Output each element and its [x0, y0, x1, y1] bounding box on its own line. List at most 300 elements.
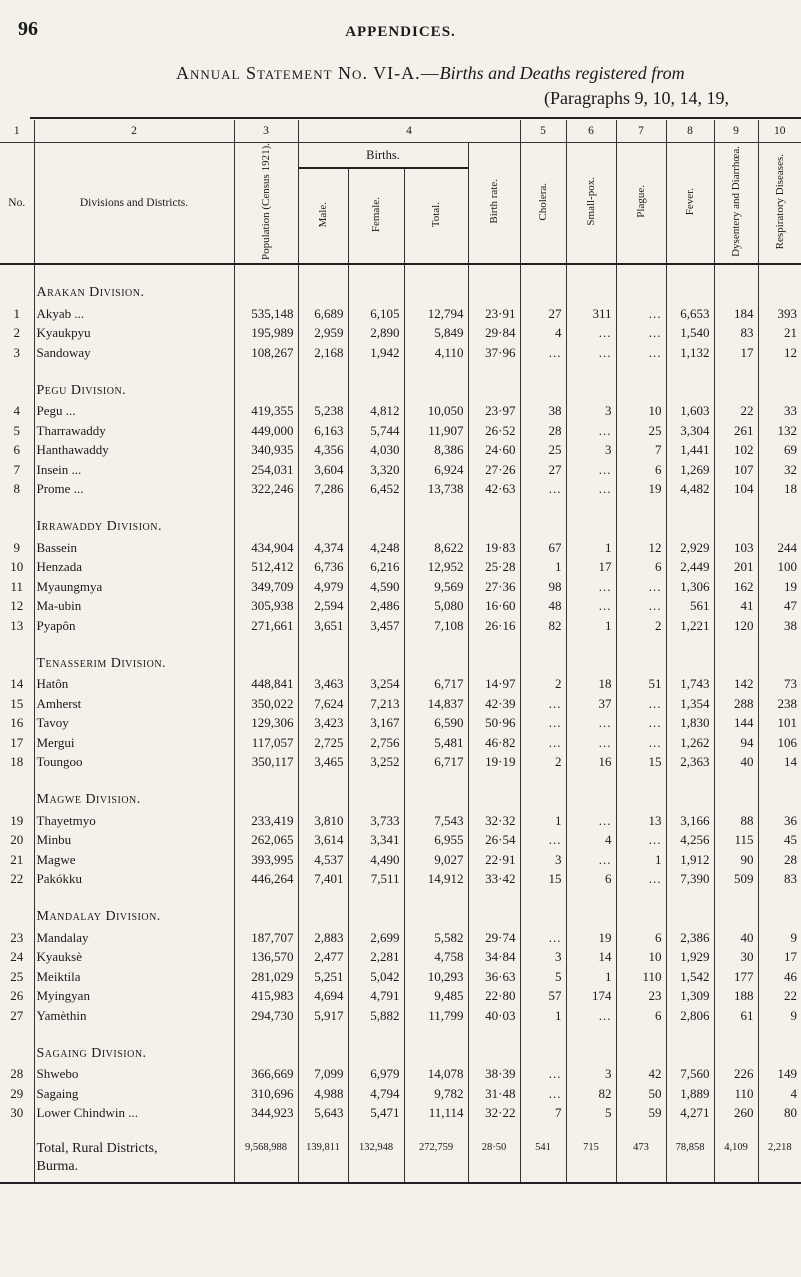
population: 187,707 — [234, 928, 298, 948]
spacer-cell — [234, 889, 298, 906]
spacer-cell — [520, 363, 566, 380]
fever: 1,221 — [666, 616, 714, 636]
division-empty-cell — [468, 516, 520, 538]
cholera: 27 — [520, 304, 566, 324]
respiratory: 36 — [758, 811, 801, 831]
smallpox: 5 — [566, 1104, 616, 1124]
spacer-cell — [714, 499, 758, 516]
division-empty-cell — [566, 1043, 616, 1065]
female-births: 5,744 — [348, 421, 404, 441]
column-number: 5 — [520, 120, 566, 143]
female-births: 3,320 — [348, 460, 404, 480]
header-smallpox — [566, 143, 616, 265]
spacer-cell — [298, 1123, 348, 1140]
birth-rate: 16·60 — [468, 597, 520, 617]
female-births: 5,882 — [348, 1006, 404, 1026]
division-empty-cell — [348, 380, 404, 402]
spacer-cell — [298, 772, 348, 789]
spacer-cell — [234, 264, 298, 282]
total-births: 14,078 — [404, 1065, 468, 1085]
birth-rate: 40·03 — [468, 1006, 520, 1026]
table-row — [0, 1065, 801, 1085]
plague: 59 — [616, 1104, 666, 1124]
population: 310,696 — [234, 1084, 298, 1104]
table-row — [0, 811, 801, 831]
male-births: 3,463 — [298, 675, 348, 695]
district-name: Insein ... — [34, 460, 234, 480]
female-births: 4,030 — [348, 441, 404, 461]
female-births: 4,490 — [348, 850, 404, 870]
dysentery: 41 — [714, 597, 758, 617]
respiratory: 9 — [758, 1006, 801, 1026]
spacer-cell — [234, 499, 298, 516]
spacer-cell — [714, 1026, 758, 1043]
smallpox: 3 — [566, 441, 616, 461]
row-no: 18 — [10, 754, 24, 770]
female-births: 3,167 — [348, 714, 404, 734]
district-name: Sandoway — [34, 343, 234, 363]
header-no: No. — [0, 143, 34, 265]
cholera: 3 — [520, 850, 566, 870]
cholera: ... — [520, 733, 566, 753]
male-births: 6,689 — [298, 304, 348, 324]
spacer-cell — [0, 264, 34, 282]
spacer-cell — [298, 636, 348, 653]
division-empty-cell — [616, 1043, 666, 1065]
respiratory: 18 — [758, 480, 801, 500]
row-no: 17 — [10, 734, 24, 750]
total-births: 5,582 — [404, 928, 468, 948]
fever: 2,806 — [666, 1006, 714, 1026]
spacer-cell — [404, 636, 468, 653]
total-births: 9,485 — [404, 987, 468, 1007]
male-births: 3,604 — [298, 460, 348, 480]
division-no-cell — [0, 282, 34, 304]
population: 366,669 — [234, 1065, 298, 1085]
district-name: Myingyan — [34, 987, 234, 1007]
spacer-cell — [714, 772, 758, 789]
spacer-cell — [404, 772, 468, 789]
table-row — [0, 850, 801, 870]
male-births: 5,917 — [298, 1006, 348, 1026]
total-male: 139,811 — [298, 1140, 348, 1183]
row-no: 13 — [10, 617, 24, 633]
table-row — [0, 714, 801, 734]
total-births: 6,590 — [404, 714, 468, 734]
division-empty-cell — [348, 516, 404, 538]
table-row — [0, 967, 801, 987]
division-no-cell — [0, 1043, 34, 1065]
total-births: 4,110 — [404, 343, 468, 363]
fever: 1,912 — [666, 850, 714, 870]
smallpox: 16 — [566, 753, 616, 773]
female-births: 5,471 — [348, 1104, 404, 1124]
spacer-cell — [520, 499, 566, 516]
spacer-cell — [404, 889, 468, 906]
total-births: 8,622 — [404, 538, 468, 558]
division-empty-cell — [468, 282, 520, 304]
spacer-cell — [566, 772, 616, 789]
division-empty-cell — [298, 789, 348, 811]
respiratory: 22 — [758, 987, 801, 1007]
population: 349,709 — [234, 577, 298, 597]
population: 419,355 — [234, 402, 298, 422]
female-births: 7,213 — [348, 694, 404, 714]
division-empty-cell — [298, 380, 348, 402]
header-total — [404, 168, 468, 264]
fever: 7,390 — [666, 870, 714, 890]
column-number: 10 — [758, 120, 801, 143]
respiratory: 106 — [758, 733, 801, 753]
division-name: Arakan Division. — [34, 282, 234, 304]
spacer-cell — [34, 363, 234, 380]
birth-rate: 27·26 — [468, 460, 520, 480]
division-empty-cell — [404, 282, 468, 304]
smallpox: ... — [566, 421, 616, 441]
male-births: 4,356 — [298, 441, 348, 461]
spacer-cell — [758, 772, 801, 789]
spacer-cell — [566, 636, 616, 653]
division-empty-cell — [714, 906, 758, 928]
table-title-line2: (Paragraphs 9, 10, 14, 19, — [544, 88, 729, 108]
dysentery: 107 — [714, 460, 758, 480]
population: 449,000 — [234, 421, 298, 441]
division-empty-cell — [666, 789, 714, 811]
dysentery: 40 — [714, 753, 758, 773]
birth-rate: 23·91 — [468, 304, 520, 324]
population: 393,995 — [234, 850, 298, 870]
male-births: 6,736 — [298, 558, 348, 578]
population: 233,419 — [234, 811, 298, 831]
division-row — [0, 906, 801, 928]
population: 344,923 — [234, 1104, 298, 1124]
district-name: Pegu ... — [34, 402, 234, 422]
respiratory: 14 — [758, 753, 801, 773]
female-births: 2,699 — [348, 928, 404, 948]
district-name: Tavoy — [34, 714, 234, 734]
total-births: 6,717 — [404, 675, 468, 695]
district-name: Bassein — [34, 538, 234, 558]
row-no: 8 — [13, 481, 20, 497]
total-births: 6,924 — [404, 460, 468, 480]
dysentery: 144 — [714, 714, 758, 734]
smallpox: ... — [566, 811, 616, 831]
birth-rate: 32·22 — [468, 1104, 520, 1124]
division-no-cell — [0, 906, 34, 928]
division-empty-cell — [468, 380, 520, 402]
table-title-prefix: Annual Statement No. VI-A.— — [176, 63, 440, 83]
male-births: 3,423 — [298, 714, 348, 734]
division-empty-cell — [566, 516, 616, 538]
male-births: 4,374 — [298, 538, 348, 558]
table-row — [0, 343, 801, 363]
plague: 23 — [616, 987, 666, 1007]
row-no: 24 — [10, 949, 24, 965]
district-name: Mandalay — [34, 928, 234, 948]
division-no-cell — [0, 380, 34, 402]
spacer-cell — [0, 636, 34, 653]
district-name: Hanthawaddy — [34, 441, 234, 461]
fever: 2,449 — [666, 558, 714, 578]
spacer-cell — [666, 772, 714, 789]
spacer-cell — [714, 1123, 758, 1140]
row-no: 5 — [13, 422, 20, 438]
division-name: Sagaing Division. — [34, 1043, 234, 1065]
cholera: ... — [520, 1065, 566, 1085]
table-row — [0, 538, 801, 558]
table-row — [0, 597, 801, 617]
plague: 6 — [616, 558, 666, 578]
total-births: 7,543 — [404, 811, 468, 831]
smallpox: ... — [566, 343, 616, 363]
fever: 1,542 — [666, 967, 714, 987]
spacer-cell — [520, 1123, 566, 1140]
row-no: 7 — [13, 461, 20, 477]
total-no-cell — [0, 1140, 34, 1183]
division-empty-cell — [468, 653, 520, 675]
plague: ... — [616, 694, 666, 714]
population: 535,148 — [234, 304, 298, 324]
total-label-line1: Total, Rural Districts, — [36, 1141, 158, 1157]
division-empty-cell — [404, 1043, 468, 1065]
birth-rate: 37·96 — [468, 343, 520, 363]
table-row — [0, 753, 801, 773]
district-name: Henzada — [34, 558, 234, 578]
fever: 1,306 — [666, 577, 714, 597]
header-respiratory-label: Respiratory Diseases. — [773, 153, 786, 250]
division-empty-cell — [666, 282, 714, 304]
population: 446,264 — [234, 870, 298, 890]
cholera: 38 — [520, 402, 566, 422]
table-row — [0, 928, 801, 948]
respiratory: 4 — [758, 1084, 801, 1104]
respiratory: 100 — [758, 558, 801, 578]
spacer-cell — [404, 264, 468, 282]
row-no: 19 — [10, 812, 24, 828]
dysentery: 162 — [714, 577, 758, 597]
division-no-cell — [0, 789, 34, 811]
division-empty-cell — [468, 789, 520, 811]
spacer-cell — [234, 363, 298, 380]
header-dysentery — [714, 143, 758, 265]
spacer-cell — [404, 1123, 468, 1140]
male-births: 5,251 — [298, 967, 348, 987]
division-row — [0, 516, 801, 538]
spacer-row — [0, 363, 801, 380]
dysentery: 110 — [714, 1084, 758, 1104]
row-no: 15 — [10, 695, 24, 711]
dysentery: 90 — [714, 850, 758, 870]
spacer-cell — [566, 363, 616, 380]
header-fever-label: Fever. — [684, 187, 696, 216]
respiratory: 83 — [758, 870, 801, 890]
header-population-label: Population (Census 1921). — [260, 143, 272, 261]
birth-rate: 34·84 — [468, 948, 520, 968]
division-empty-cell — [298, 1043, 348, 1065]
male-births: 7,401 — [298, 870, 348, 890]
fever: 7,560 — [666, 1065, 714, 1085]
dysentery: 30 — [714, 948, 758, 968]
division-empty-cell — [758, 516, 801, 538]
male-births: 3,651 — [298, 616, 348, 636]
spacer-row — [0, 889, 801, 906]
header-cholera — [520, 143, 566, 265]
smallpox: 37 — [566, 694, 616, 714]
table-row — [0, 324, 801, 344]
division-empty-cell — [234, 1043, 298, 1065]
district-name: Magwe — [34, 850, 234, 870]
birth-rate: 32·32 — [468, 811, 520, 831]
spacer-cell — [666, 1123, 714, 1140]
spacer-cell — [0, 772, 34, 789]
birth-rate: 14·97 — [468, 675, 520, 695]
birth-rate: 29·74 — [468, 928, 520, 948]
total-births: 5,849 — [404, 324, 468, 344]
female-births: 5,042 — [348, 967, 404, 987]
division-empty-cell — [348, 282, 404, 304]
plague: 7 — [616, 441, 666, 461]
fever: 1,743 — [666, 675, 714, 695]
division-empty-cell — [404, 906, 468, 928]
male-births: 3,810 — [298, 811, 348, 831]
plague: ... — [616, 733, 666, 753]
male-births: 2,725 — [298, 733, 348, 753]
division-empty-cell — [298, 653, 348, 675]
spacer-row — [0, 1123, 801, 1140]
row-no: 21 — [10, 851, 24, 867]
female-births: 4,812 — [348, 402, 404, 422]
spacer-row — [0, 772, 801, 789]
row-no: 27 — [10, 1007, 24, 1023]
district-name: Toungoo — [34, 753, 234, 773]
division-no-cell — [0, 653, 34, 675]
dysentery: 17 — [714, 343, 758, 363]
male-births: 5,643 — [298, 1104, 348, 1124]
column-number-row — [0, 120, 801, 143]
plague: 51 — [616, 675, 666, 695]
header-dysentery-label: Dysentery and Diarrhœa. — [730, 146, 742, 257]
spacer-cell — [34, 1123, 234, 1140]
male-births: 5,238 — [298, 402, 348, 422]
spacer-cell — [34, 636, 234, 653]
birth-rate: 19·83 — [468, 538, 520, 558]
spacer-cell — [566, 889, 616, 906]
division-empty-cell — [566, 380, 616, 402]
spacer-cell — [616, 772, 666, 789]
spacer-cell — [348, 889, 404, 906]
division-empty-cell — [520, 516, 566, 538]
total-births: 14,912 — [404, 870, 468, 890]
spacer-row — [0, 264, 801, 282]
division-empty-cell — [714, 1043, 758, 1065]
spacer-cell — [666, 264, 714, 282]
top-rule — [30, 117, 801, 119]
spacer-cell — [616, 1123, 666, 1140]
fever: 2,386 — [666, 928, 714, 948]
spacer-cell — [714, 636, 758, 653]
division-empty-cell — [666, 380, 714, 402]
smallpox: ... — [566, 324, 616, 344]
row-no: 9 — [13, 539, 20, 555]
spacer-cell — [616, 264, 666, 282]
spacer-cell — [758, 889, 801, 906]
column-number: 9 — [714, 120, 758, 143]
total-births: 12,952 — [404, 558, 468, 578]
birth-rate: 31·48 — [468, 1084, 520, 1104]
plague: ... — [616, 714, 666, 734]
table-row — [0, 441, 801, 461]
spacer-cell — [468, 499, 520, 516]
division-row — [0, 653, 801, 675]
spacer-cell — [234, 772, 298, 789]
respiratory: 9 — [758, 928, 801, 948]
smallpox: 18 — [566, 675, 616, 695]
birth-rate: 23·97 — [468, 402, 520, 422]
division-empty-cell — [714, 653, 758, 675]
header-smallpox-label: Small-pox. — [585, 177, 597, 226]
total-smallpox: 715 — [566, 1140, 616, 1183]
division-empty-cell — [616, 906, 666, 928]
respiratory: 21 — [758, 324, 801, 344]
cholera: 82 — [520, 616, 566, 636]
smallpox: ... — [566, 1006, 616, 1026]
female-births: 3,457 — [348, 616, 404, 636]
table-row — [0, 987, 801, 1007]
smallpox: 4 — [566, 831, 616, 851]
header-male — [298, 168, 348, 264]
total-births: 12,794 — [404, 304, 468, 324]
division-empty-cell — [348, 906, 404, 928]
smallpox: ... — [566, 733, 616, 753]
cholera: ... — [520, 694, 566, 714]
respiratory: 28 — [758, 850, 801, 870]
population: 448,841 — [234, 675, 298, 695]
division-empty-cell — [714, 380, 758, 402]
table-row — [0, 304, 801, 324]
column-number: 6 — [566, 120, 616, 143]
division-empty-cell — [520, 282, 566, 304]
spacer-cell — [616, 499, 666, 516]
fever: 1,929 — [666, 948, 714, 968]
dysentery: 188 — [714, 987, 758, 1007]
population: 294,730 — [234, 1006, 298, 1026]
division-empty-cell — [348, 1043, 404, 1065]
plague: 19 — [616, 480, 666, 500]
cholera: 67 — [520, 538, 566, 558]
spacer-cell — [758, 1026, 801, 1043]
fever: 1,441 — [666, 441, 714, 461]
cholera: ... — [520, 928, 566, 948]
spacer-cell — [0, 1123, 34, 1140]
plague: 12 — [616, 538, 666, 558]
row-no: 10 — [10, 559, 24, 575]
male-births: 7,099 — [298, 1065, 348, 1085]
fever: 1,889 — [666, 1084, 714, 1104]
division-empty-cell — [566, 653, 616, 675]
total-births: 9,027 — [404, 850, 468, 870]
spacer-cell — [714, 264, 758, 282]
female-births: 3,733 — [348, 811, 404, 831]
dysentery: 142 — [714, 675, 758, 695]
division-empty-cell — [468, 1043, 520, 1065]
male-births: 4,694 — [298, 987, 348, 1007]
female-births: 2,756 — [348, 733, 404, 753]
spacer-cell — [0, 1026, 34, 1043]
spacer-cell — [34, 889, 234, 906]
population: 195,989 — [234, 324, 298, 344]
plague: 25 — [616, 421, 666, 441]
header-total-label: Total. — [430, 202, 442, 228]
